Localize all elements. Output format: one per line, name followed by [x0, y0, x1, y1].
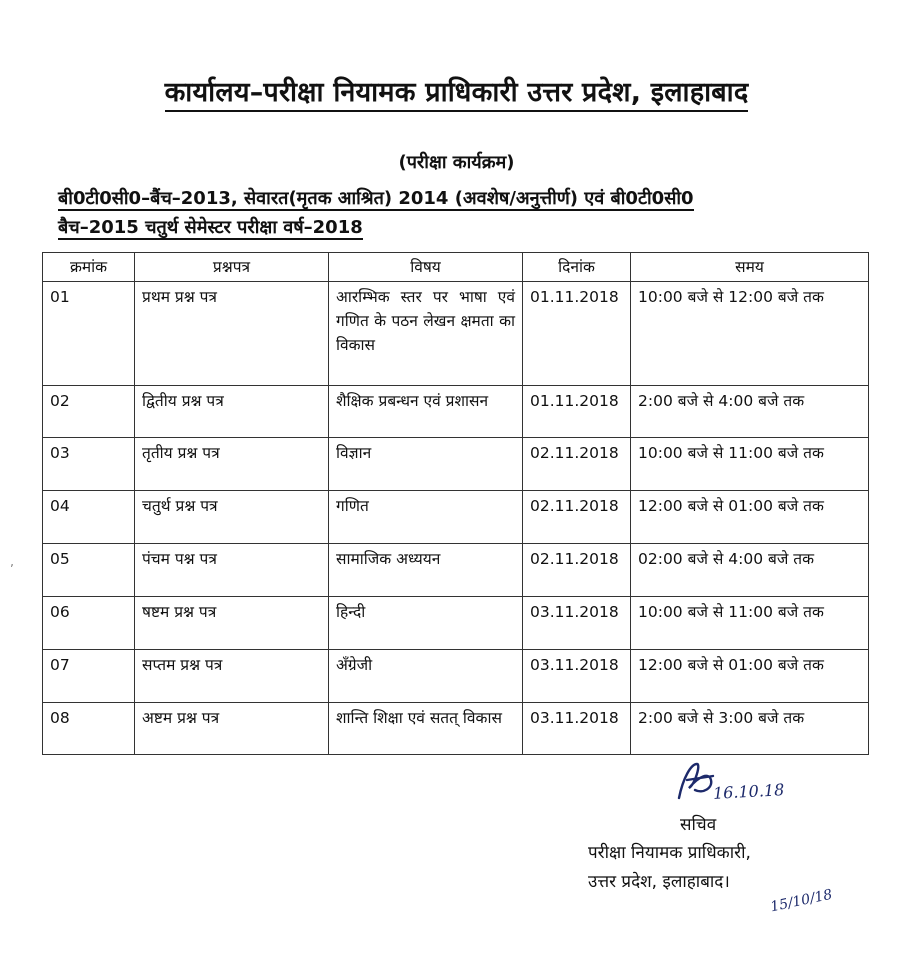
handwritten-initial-date: 15/10/18: [769, 886, 834, 916]
subject-cell: हिन्दी: [329, 597, 523, 650]
table-row: [43, 544, 869, 597]
paper-cell: षष्टम प्रश्न पत्र: [135, 597, 329, 650]
paper-cell: चतुर्थ प्रश्न पत्र: [135, 491, 329, 544]
table-header-row: [43, 253, 869, 282]
time-cell: 02:00 बजे से 4:00 बजे तक: [631, 544, 869, 597]
time-cell: 12:00 बजे से 01:00 बजे तक: [631, 650, 869, 703]
time-cell: 12:00 बजे से 01:00 बजे तक: [631, 491, 869, 544]
scan-speck: ʼ: [10, 562, 14, 576]
column-header-serial: क्रमांक: [43, 253, 135, 282]
table-row: [43, 650, 869, 703]
subject-cell: गणित: [329, 491, 523, 544]
column-header-paper: प्रश्नपत्र: [135, 253, 329, 282]
serial-cell: 04: [43, 491, 135, 544]
table-row: [43, 703, 869, 755]
time-cell: 2:00 बजे से 4:00 बजे तक: [631, 386, 869, 438]
subject-cell: आरम्भिक स्तर पर भाषा एवं गणित के पठन लेखन क्षमता का विकास: [329, 282, 523, 386]
serial-cell: 05: [43, 544, 135, 597]
office-title: कार्यालय–परीक्षा नियामक प्राधिकारी उत्तर प्रदेश, इलाहाबाद: [0, 72, 913, 109]
subject-cell: सामाजिक अध्ययन: [329, 544, 523, 597]
paper-cell: द्वितीय प्रश्न पत्र: [135, 386, 329, 438]
signatory-location: उत्तर प्रदेश, इलाहाबाद।: [588, 872, 730, 892]
time-cell: 10:00 बजे से 11:00 बजे तक: [631, 438, 869, 491]
date-cell: 03.11.2018: [523, 597, 631, 650]
paper-cell: प्रथम प्रश्न पत्र: [135, 282, 329, 386]
date-cell: 01.11.2018: [523, 386, 631, 438]
date-cell: 03.11.2018: [523, 703, 631, 755]
date-cell: 03.11.2018: [523, 650, 631, 703]
date-cell: 02.11.2018: [523, 438, 631, 491]
subject-cell: शैक्षिक प्रबन्धन एवं प्रशासन: [329, 386, 523, 438]
time-cell: 10:00 बजे से 12:00 बजे तक: [631, 282, 869, 386]
table-row: [43, 438, 869, 491]
table-row: [43, 386, 869, 438]
signatory-authority: परीक्षा नियामक प्राधिकारी,: [588, 843, 751, 863]
paper-cell: तृतीय प्रश्न पत्र: [135, 438, 329, 491]
table-row: [43, 597, 869, 650]
paper-cell: पंचम पश्न पत्र: [135, 544, 329, 597]
serial-cell: 03: [43, 438, 135, 491]
serial-cell: 01: [43, 282, 135, 386]
signatory-designation: सचिव: [680, 815, 717, 835]
program-label: (परीक्षा कार्यक्रम): [398, 152, 515, 173]
serial-cell: 02: [43, 386, 135, 438]
handwritten-sign-date: 16.10.18: [712, 780, 785, 803]
table-row: [43, 282, 869, 386]
date-cell: 02.11.2018: [523, 544, 631, 597]
exam-schedule-table: [42, 252, 869, 755]
subject-cell: विज्ञान: [329, 438, 523, 491]
table-row: [43, 491, 869, 544]
serial-cell: 07: [43, 650, 135, 703]
column-header-subject: विषय: [329, 253, 523, 282]
serial-cell: 06: [43, 597, 135, 650]
subject-cell: अँग्रेजी: [329, 650, 523, 703]
serial-cell: 08: [43, 703, 135, 755]
paper-cell: अष्टम प्रश्न पत्र: [135, 703, 329, 755]
column-header-date: दिनांक: [523, 253, 631, 282]
time-cell: 2:00 बजे से 3:00 बजे तक: [631, 703, 869, 755]
time-cell: 10:00 बजे से 11:00 बजे तक: [631, 597, 869, 650]
paper-cell: सप्तम प्रश्न पत्र: [135, 650, 329, 703]
date-cell: 02.11.2018: [523, 491, 631, 544]
exam-heading-line-2: बैच–2015 चतुर्थ सेमेस्टर परीक्षा वर्ष–2018: [58, 217, 363, 238]
column-header-time: समय: [631, 253, 869, 282]
exam-heading-line-1: बी0टी0सी0–बैंच–2013, सेवारत(मृतक आश्रित) 2014 (अवशेष/अनुत्तीर्ण) एवं बी0टी0सी0: [58, 188, 694, 209]
subject-cell: शान्ति शिक्षा एवं सतत् विकास: [329, 703, 523, 755]
date-cell: 01.11.2018: [523, 282, 631, 386]
